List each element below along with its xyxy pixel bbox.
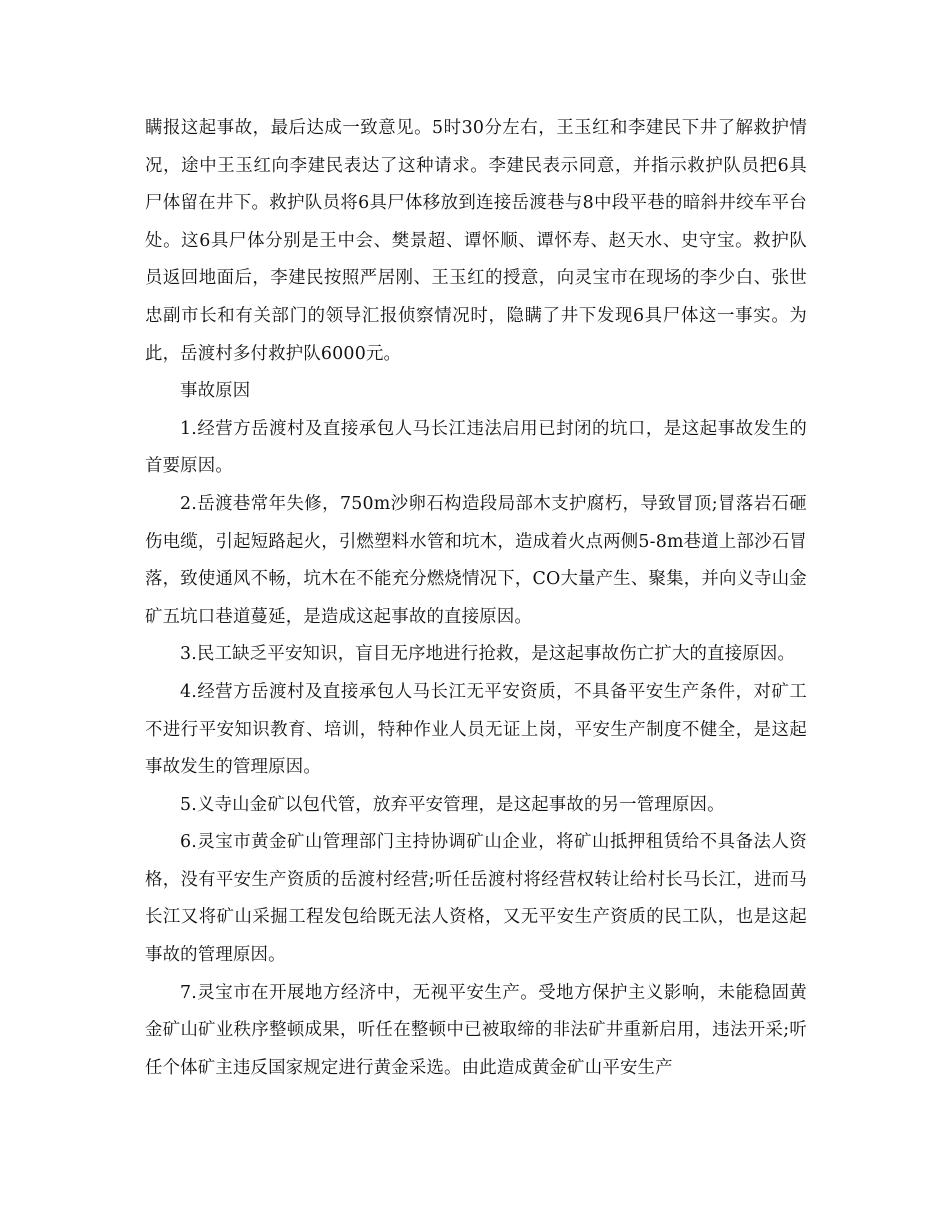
- cause-item-4: 4.经营方岳渡村及直接承包人马长江无平安资质，不具备平安生产条件，对矿工不进行平安知识教育、培训，特种作业人员无证上岗，平安生产制度不健全，是这起事故发生的管理原因。: [145, 681, 807, 778]
- cause-item-2: 2.岳渡巷常年失修，750m沙卵石构造段局部木支护腐朽，导致冒顶;冒落岩石砸伤电缆，引起短路起火，引燃塑料水管和坑木，造成着火点两侧5-8m巷道上部沙石冒落，致使通风不畅，坑木在不能充分燃烧情况下，CO大量产生、聚集，并向义寺山金矿五坑口巷道蔓延，是造成这起事故的直接原因。: [145, 493, 807, 627]
- cause-item-5: 5.义寺山金矿以包代管，放弃平安管理，是这起事故的另一管理原因。: [180, 794, 725, 815]
- document-page: [145, 110, 807, 1087]
- section-heading-accident-causes: 事故原因: [180, 381, 251, 402]
- paragraph-continuation: 瞒报这起事故，最后达成一致意见。5时30分左右，王玉红和李建民下井了解救护情况，途中王玉红向李建民表达了这种请求。李建民表示同意，并指示救护队员把6具尸体留在井下。救护队员将6具尸体移放到连接岳渡巷与8中段平巷的暗斜井绞车平台处。这6具尸体分别是王中会、樊景超、谭怀顺、谭怀寿、赵天水、史守宝。救护队员返回地面后，李建民按照严居刚、王玉红的授意，向灵宝市在现场的李少白、张世忠副市长和有关部门的领导汇报侦察情况时，隐瞒了井下发现6具尸体这一事实。为此，岳渡村多付救护队6000元。: [145, 118, 807, 364]
- cause-item-3: 3.民工缺乏平安知识，盲目无序地进行抢救，是这起事故伤亡扩大的直接原因。: [180, 644, 796, 665]
- cause-item-6: 6.灵宝市黄金矿山管理部门主持协调矿山企业，将矿山抵押租赁给不具备法人资格，没有平安生产资质的岳渡村经营;听任岳渡村将经营权转让给村长马长江，进而马长江又将矿山采掘工程发包给既无法人资格，又无平安生产资质的民工队，也是这起事故的管理原因。: [145, 832, 807, 966]
- cause-item-1: 1.经营方岳渡村及直接承包人马长江违法启用已封闭的坑口，是这起事故发生的首要原因。: [145, 418, 807, 477]
- cause-item-7: 7.灵宝市在开展地方经济中，无视平安生产。受地方保护主义影响，未能稳固黄金矿山矿业秩序整顿成果，听任在整顿中已被取缔的非法矿井重新启用，违法开采;听任个体矿主违反国家规定进行黄金采选。由此造成黄金矿山平安生产: [145, 982, 807, 1078]
